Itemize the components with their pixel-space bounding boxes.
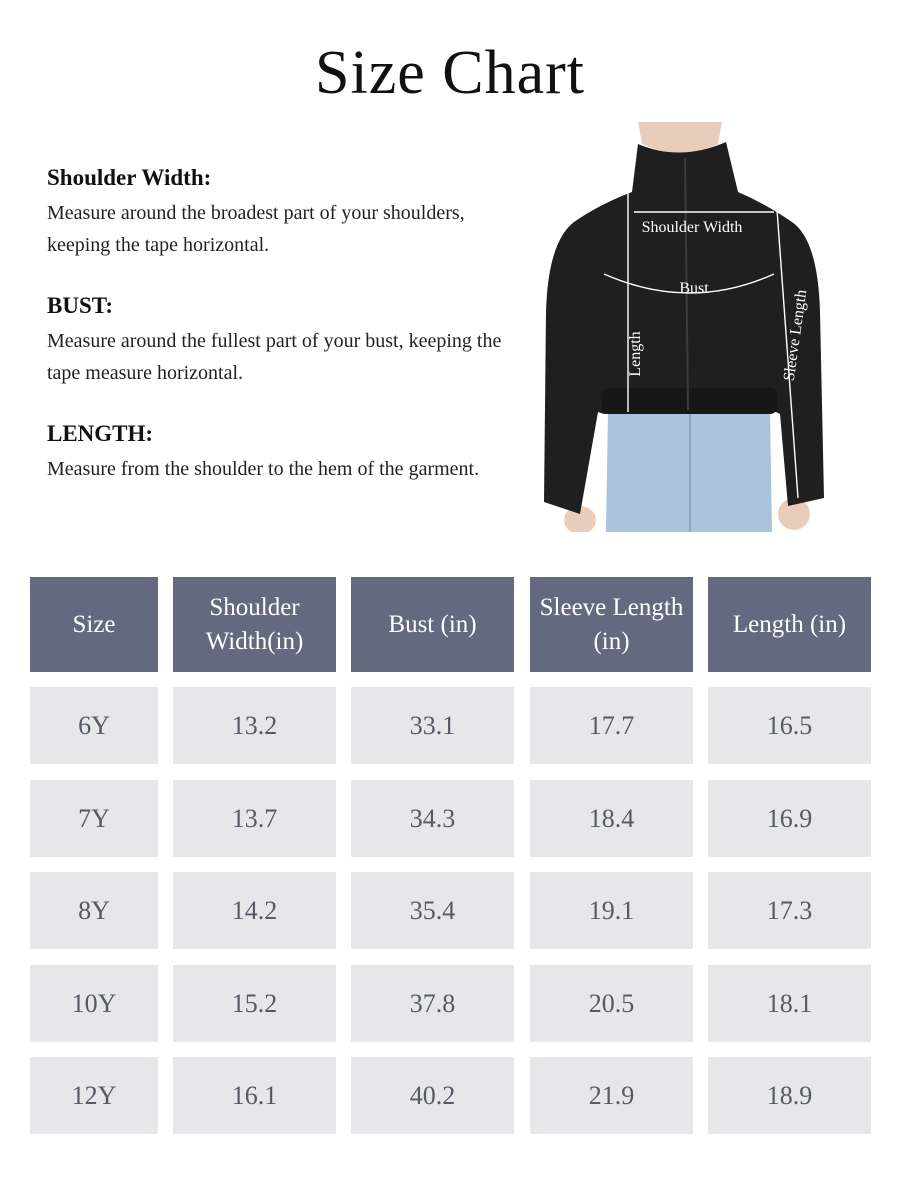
measurement-cell: 16.9 — [708, 780, 871, 857]
measurement-cell: 33.1 — [351, 687, 514, 764]
measurement-cell: 15.2 — [173, 965, 336, 1042]
measurement-cell: 20.5 — [530, 965, 693, 1042]
measurement-cell: 13.7 — [173, 780, 336, 857]
measurement-cell: 14.2 — [173, 872, 336, 949]
page-title: Size Chart — [315, 39, 585, 107]
column-header: Size — [30, 577, 158, 672]
description-text: Measure around the broadest part of your shoulders, keeping the tape horizontal. — [47, 202, 465, 256]
measurement-cell: 16.1 — [173, 1057, 336, 1134]
measurement-cell: 35.4 — [351, 872, 514, 949]
length-description — [47, 421, 517, 485]
description-text: Measure around the fullest part of your bust, keeping the tape measure horizontal. — [47, 330, 502, 384]
column-header: Sleeve Length (in) — [530, 577, 693, 672]
size-cell: 8Y — [30, 872, 158, 949]
measurement-cell: 17.7 — [530, 687, 693, 764]
description-text: Measure from the shoulder to the hem of the garment. — [47, 458, 480, 480]
shoulder-width-label: Shoulder Width — [641, 219, 743, 236]
measurement-cell: 18.9 — [708, 1057, 871, 1134]
measurement-cell: 18.1 — [708, 965, 871, 1042]
measurement-cell: 16.5 — [708, 687, 871, 764]
column-header: Bust (in) — [351, 577, 514, 672]
size-cell: 10Y — [30, 965, 158, 1042]
size-cell: 12Y — [30, 1057, 158, 1134]
measurement-cell: 21.9 — [530, 1057, 693, 1134]
size-cell: 6Y — [30, 687, 158, 764]
shoulder-width-description — [47, 165, 517, 261]
jacket-measurement-figure — [540, 122, 840, 532]
sleeve-length-label: Sleeve Length — [780, 288, 811, 383]
measurement-cell: 34.3 — [351, 780, 514, 857]
column-header: Shoulder Width(in) — [173, 577, 336, 672]
description-heading: BUST: — [47, 293, 114, 318]
size-cell: 7Y — [30, 780, 158, 857]
measurement-cell: 37.8 — [351, 965, 514, 1042]
bust-description — [47, 293, 517, 389]
measurement-cell: 40.2 — [351, 1057, 514, 1134]
length-label: Length — [627, 331, 644, 377]
measurement-cell: 18.4 — [530, 780, 693, 857]
measurement-cell: 17.3 — [708, 872, 871, 949]
description-heading: Shoulder Width: — [47, 165, 212, 190]
description-heading: LENGTH: — [47, 421, 154, 446]
column-header: Length (in) — [708, 577, 871, 672]
measurement-cell: 19.1 — [530, 872, 693, 949]
bust-label: Bust — [679, 280, 709, 297]
measurement-cell: 13.2 — [173, 687, 336, 764]
